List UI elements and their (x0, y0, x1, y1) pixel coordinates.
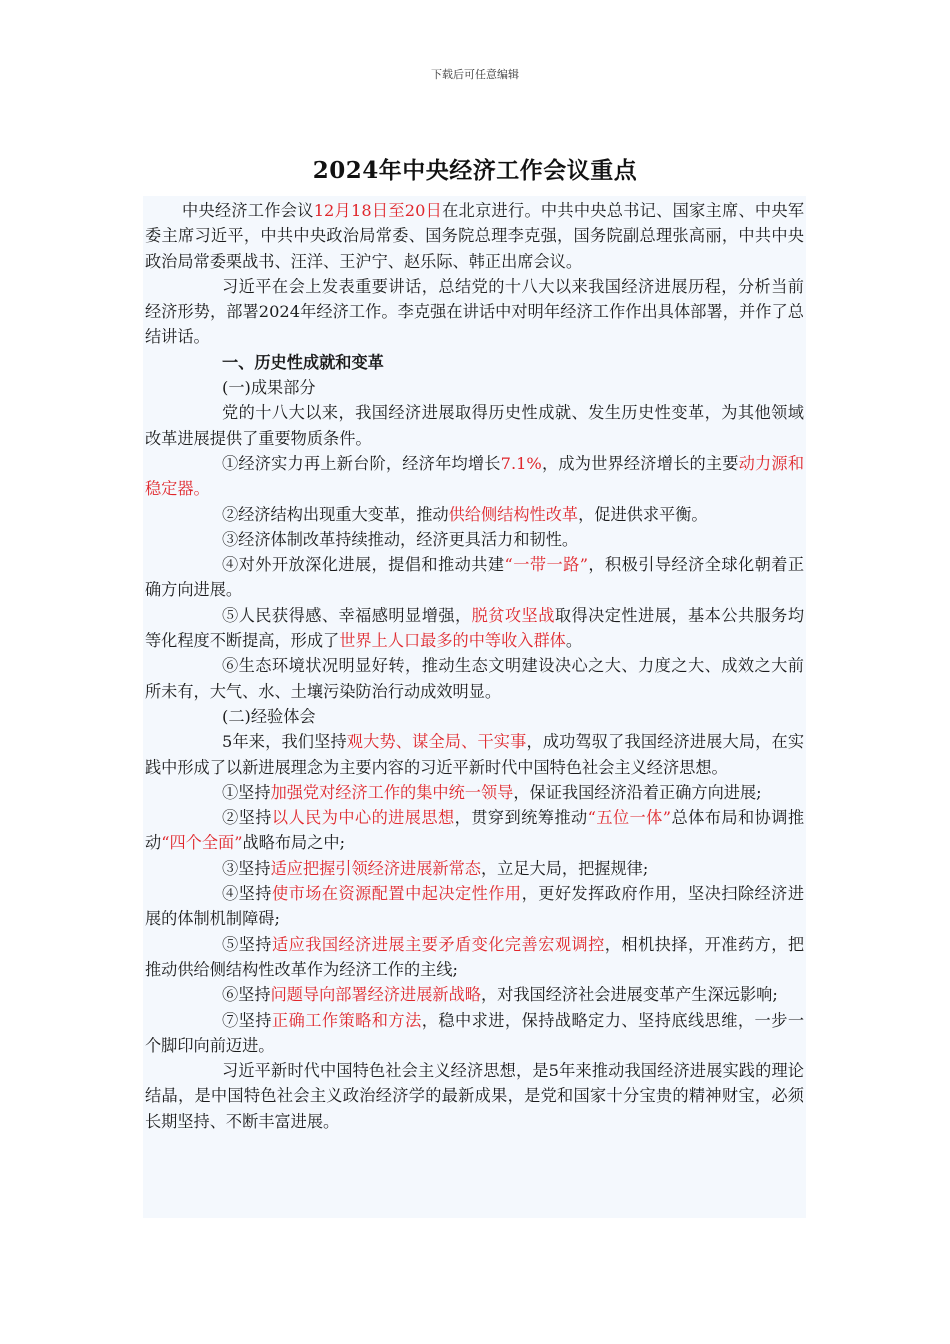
text-segment: ⑥生态环境状况明显好转，推动生态文明建设决心之大、力度之大、成效之大前所未有，大气、水、土壤污染防治行动成效明显。 (145, 656, 804, 701)
highlighted-text: 供给侧结构性改革 (448, 504, 579, 524)
paragraph (145, 982, 804, 1007)
paragraph (145, 274, 804, 350)
paragraph (145, 653, 804, 704)
text-segment: ②经济结构出现重大变革，推动 (222, 504, 449, 524)
highlighted-text: 7.1% (500, 453, 542, 473)
text-segment: ，对我国经济社会进展变革产生深远影响; (481, 985, 778, 1005)
text-segment: ③经济体制改革持续推动，经济更具活力和韧性。 (222, 529, 579, 549)
text-segment: ④坚持 (222, 884, 272, 904)
text-segment: ③坚持 (222, 858, 271, 878)
text-segment: 战略布局之中; (242, 833, 346, 853)
text-segment: ⑤坚持 (222, 934, 272, 954)
highlighted-text: 适应把握引领经济进展新常态 (270, 858, 481, 878)
paragraph (145, 198, 804, 274)
highlighted-text: 使市场在资源配置中起决定性作用 (271, 884, 522, 904)
text-segment: ，相机抉择，开准药方，把推动供给侧结构性改革作为经济工作的主线; (145, 934, 805, 979)
paragraph (145, 704, 804, 729)
text-segment: ，促进供求平衡。 (578, 504, 708, 524)
paragraph (145, 1058, 804, 1134)
highlighted-text: 适应我国经济进展主要矛盾变化完善宏观调控 (271, 934, 605, 954)
highlighted-text: 加强党对经济工作的集中统一领导 (270, 782, 514, 802)
highlighted-text: “四个全面” (161, 833, 243, 853)
text-segment: ，更好发挥政府作用，坚决扫除经济进展的体制机制障碍; (145, 884, 805, 929)
paragraph (145, 502, 804, 527)
text-segment: ，成为世界经济增长的主要 (541, 453, 739, 473)
text-segment: ①经济实力再上新台阶，经济年均增长 (222, 453, 501, 473)
text-segment: 一、历史性成就和变革 (222, 352, 384, 372)
highlighted-text: 观大势、谋全局、干实事 (346, 732, 527, 752)
download-note: 下载后可任意编辑 (431, 68, 519, 81)
highlighted-text: 12月18日至20日 (313, 201, 443, 220)
paragraph (145, 527, 804, 552)
text-segment: ，成功驾驭了我国经济进展大局，在实践中形成了以新进展理念为主要内容的习近平新时代中国特色社会主义经济思想。 (145, 732, 805, 777)
paragraph (145, 603, 804, 654)
paragraph (145, 856, 804, 881)
text-segment: 。 (565, 631, 583, 651)
text-segment: 习近平新时代中国特色社会主义经济思想，是5年来推动我国经济进展实践的理论结晶，是中国特色社会主义政治经济学的最新成果，是党和国家十分宝贵的精神财宝，必须长期坚持、不断丰富进展。 (145, 1061, 804, 1131)
text-segment: (二)经验体会 (222, 706, 316, 726)
paragraph (145, 451, 804, 502)
text-segment: 5年来，我们坚持 (222, 732, 347, 752)
highlighted-text: 正确工作策略和方法 (271, 1010, 422, 1030)
paragraph (145, 1008, 804, 1059)
document-title: 2024年中央经济工作会议重点 (312, 157, 638, 184)
text-segment: ⑦坚持 (222, 1010, 272, 1030)
text-segment: 中央经济工作会议 (182, 201, 314, 220)
text-segment: (一)成果部分 (222, 378, 316, 398)
text-segment: 党的十八大以来，我国经济进展取得历史性成就、发生历史性变革，为其他领域改革进展提供了重要物质条件。 (145, 403, 804, 448)
text-segment: ，保证我国经济沿着正确方向进展; (513, 782, 762, 802)
paragraph (145, 780, 804, 805)
text-segment: ，积极引导经济全球化朝着正确方向进展。 (145, 555, 805, 600)
text-segment: 取得决定性进展，基本公共服务均等化程度不断提高，形成了 (145, 605, 805, 651)
highlighted-text: “一带一路” (504, 555, 588, 575)
document-body (143, 196, 806, 1218)
highlighted-text: “五位一体” (587, 808, 672, 828)
text-segment: 在北京进行。中共中央总书记、国家主席、中央军委主席习近平，中共中央政治局常委、国务院总理李克强，国务院副总理张高丽，中共中央政治局常委栗战书、汪洋、王沪宁、赵乐际、韩正出席会议。 (145, 201, 805, 271)
highlighted-text: 问题导向部署经济进展新战略 (270, 985, 481, 1005)
text-segment: ②坚持 (222, 808, 272, 828)
paragraph (145, 729, 804, 780)
paragraph (145, 805, 804, 856)
highlighted-text: 动力源和稳定器。 (145, 453, 805, 499)
paragraph (145, 400, 804, 451)
paragraph (145, 881, 804, 932)
paragraph (145, 375, 804, 400)
text-segment: ，稳中求进，保持战略定力、坚持底线思维，一步一个脚印向前迈进。 (145, 1010, 805, 1055)
paragraph (145, 552, 804, 603)
highlighted-text: 脱贫攻坚战 (471, 605, 555, 625)
text-segment: 总体布局和协调推动 (145, 808, 805, 853)
text-segment: ，立足大局，把握规律; (481, 858, 649, 878)
highlighted-text: 以人民为中心的进展思想 (271, 808, 455, 828)
section-heading (145, 350, 804, 375)
text-segment: ④对外开放深化进展，提倡和推动共建 (222, 555, 505, 575)
text-segment: 习近平在会上发表重要讲话，总结党的十八大以来我国经济进展历程，分析当前经济形势，部署2024年经济工作。李克强在讲话中对明年经济工作作出具体部署，并作了总结讲话。 (145, 276, 804, 347)
text-segment: ，贯穿到统筹推动 (454, 808, 588, 828)
paragraph (145, 932, 804, 983)
highlighted-text: 世界上人口最多的中等收入群体 (339, 631, 566, 651)
text-segment: ①坚持 (222, 782, 271, 802)
text-segment: ⑤人民获得感、幸福感明显增强， (222, 605, 472, 625)
text-segment: ⑥坚持 (222, 985, 271, 1005)
